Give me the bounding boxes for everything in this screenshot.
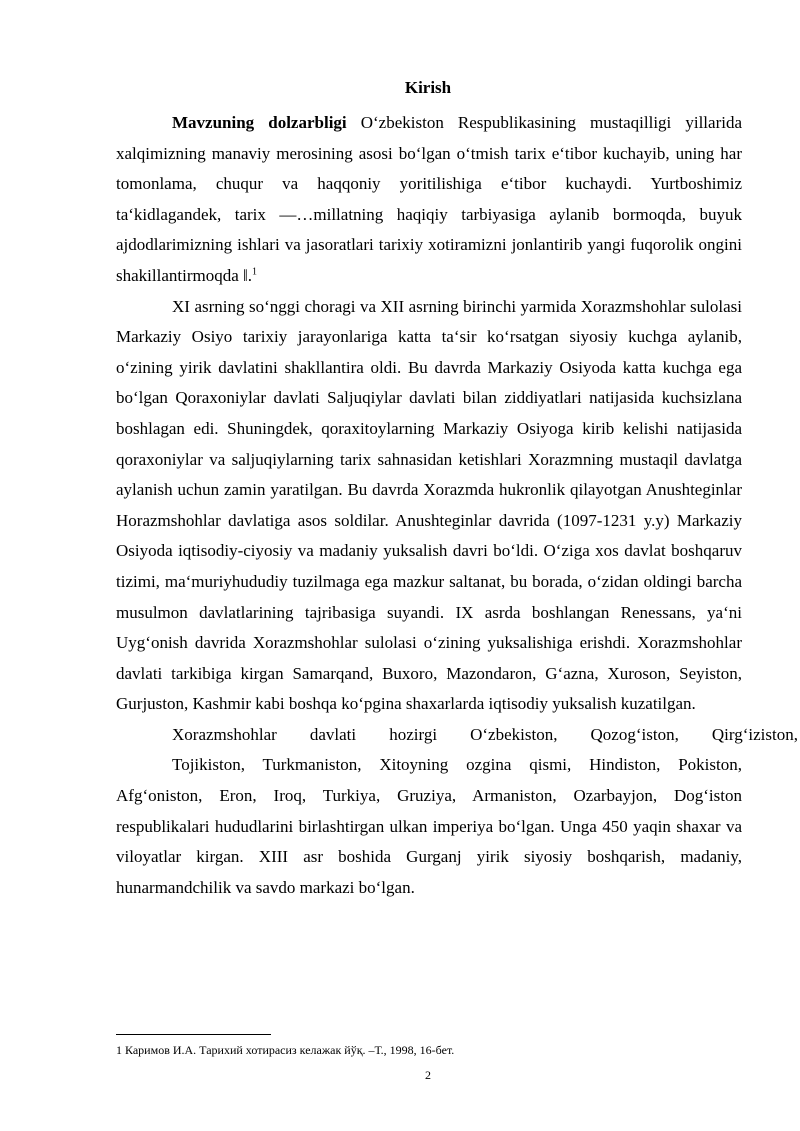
footnote: 1 Каримов И.А. Тарихий хотирасиз келажак йўқ. –Т., 1998, 16-бет.	[116, 1043, 455, 1057]
body-text	[116, 108, 798, 903]
page-title: Kirish	[404, 78, 452, 97]
paragraph-territory-line: Xorazmshohlar davlati hozirgi O‘zbekiston, Qozog‘iston, Qirg‘iziston,	[172, 724, 798, 744]
footnote-divider	[116, 1034, 271, 1035]
paragraph-countries: Tojikiston, Turkmaniston, Xitoyning ozgina qismi, Hindiston, Pokiston, Afg‘oniston, Eron, Iroq, Turkiya, Gruziya, Armaniston, Ozarbayjon, Dog‘iston respublikalari hududlarini birlashtirgan ulkan imperiya bo‘lgan. Unga 450 yaqin shaxar va viloyatlar kirgan. XIII asr boshida Gurganj yirik siyosiy boshqarish, madaniy, hunarmandchilik va savdo markazi bo‘lgan.	[116, 755, 742, 897]
paragraph-text: O‘zbekiston Respublikasining mustaqilligi yillarida xalqimizning manaviy merosining asosi bo‘lgan o‘tmish tarix e‘tibor kuchayib, uning har tomonlama, chuqur va haqqoniy yoritilishiga e‘tibor kuchaydi. Yurtboshimiz ta‘kidlagandek, tarix —…millatning haqiqiy tarbiyasiga aylanib bormoqda, buyuk ajdodlarimizning ishlari va jasoratlari tarixiy xotiramizni jonlantirib yangi fuqorolik ongini shakillantirmoqda ‖.	[116, 113, 742, 285]
page-number: 2	[425, 1068, 431, 1082]
paragraph-history: XI asrning so‘nggi choragi va XII asrning birinchi yarmida Xorazmshohlar sulolasi Markaziy Osiyo tarixiy jarayonlariga katta ta‘sir ko‘rsatgan siyosiy kuchga aylanib, o‘zining yirik davlatini shakllantira oldi. Bu davrda Markaziy Osiyoda katta kuchga ega bo‘lgan Qoraxoniylar davlati Saljuqiylar davlati bilan ziddiyatlari natijasida kuchsizlana boshlagan edi. Shuningdek, qoraxitoylarning Markaziy Osiyoga kirib kelishi natijasida qoraxoniylar va saljuqiylarning tarix sahnasidan ketishlari Xorazmning mustaqil davlatga aylanish uchun zamin yaratilgan. Bu davrda Xorazmda hukronlik qilayotgan Anushteginlar Horazmshohlar davlatiga asos soldilar. Anushteginlar davrida (1097-1231 y.y) Markaziy Osiyoda iqtisodiy-ciyosiy va madaniy yuksalish davri bo‘ldi. O‘ziga xos davlat boshqaruv tizimi, ma‘muriyhududiy tuzilmaga ega mazkur saltanat, bu borada, o‘zidan oldingi barcha musulmon davlatlarining tajribasiga suyandi. IX asrda boshlangan Renessans, ya‘ni Uyg‘onish davrida Xorazmshohlar sulolasi o‘zining yuksalishiga erishdi. Xorazmshohlar davlati tarkibiga kirgan Samarqand, Buxoro, Mazondaron, G‘azna, Xuroson, Seyiston, Gurjuston, Kashmir kabi boshqa ko‘pgina shaxarlarda iqtisodiy yuksalish kuzatilgan.	[116, 296, 742, 714]
paragraph-lead: Mavzuning dolzarbligi	[172, 113, 347, 132]
footnote-reference: 1	[252, 266, 258, 278]
paragraph-relevance	[116, 108, 742, 292]
